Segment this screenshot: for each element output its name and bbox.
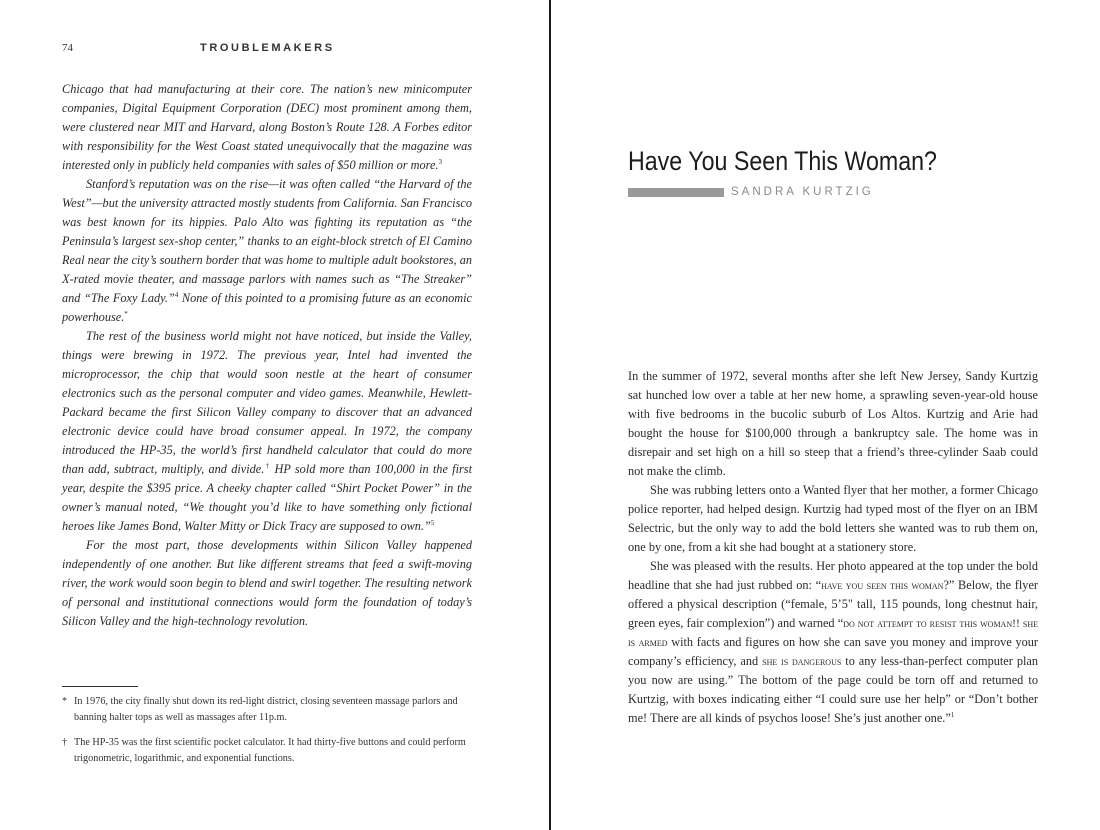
- footnote: [62, 735, 472, 767]
- footnote-marker[interactable]: *: [124, 309, 128, 318]
- right-body-text: [628, 367, 1038, 728]
- endnote-marker[interactable]: 4: [174, 290, 179, 299]
- left-body-text: [62, 80, 472, 631]
- endnote-marker[interactable]: 1: [950, 710, 955, 719]
- page-number: 74: [62, 42, 73, 54]
- chapter-title: Have You Seen This Woman?: [628, 146, 937, 176]
- paragraph-text: with facts and figures on how she can save you money and improve your company’s efficiency, and: [628, 635, 1039, 668]
- footnotes: [62, 694, 472, 776]
- endnote-marker[interactable]: 5: [430, 518, 435, 527]
- paragraph-text: Stanford’s reputation was on the rise—it was often called “the Harvard of the West”—but the university attracted mostly students from California. San Francisco was best known for its hippies. Palo Alto was fighting its reputation as “the Peninsula’s largest sex-shop center,” thanks to an eight-block stretch of El Camino Real near the city’s southern border that was home to multiple adult bookstores, an X-rated movie theater, and massage parlors with names such as “The Streaker” and “The Foxy Lady.”: [62, 177, 472, 305]
- footnote-symbol: *: [62, 696, 68, 707]
- paragraph-text: HP sold more than 100,000 in the first year, despite the $395 price. A cheeky chapter called “Shirt Pocket Power” in the owner’s manual noted, “We thought you’d like to have something only fictional heroes like James Bond, Walter Mitty or Dick Tracy are supposed to own.”: [62, 462, 472, 533]
- paragraph: [62, 536, 472, 631]
- paragraph-text: ?” Below, the flyer offered a physical description (“female, 5’5" tall, 115 pounds, long chestnut hair, green eyes, fair complexion”) and warned “: [628, 578, 1038, 630]
- paragraph-text: She was pleased with the results. Her photo appeared at the top under the bold headline that she had just rubbed on: “: [628, 559, 1038, 592]
- paragraph-text: to any less-than-perfect computer plan you now are using.” The bottom of the page could be torn off and returned to Kurtzig, with boxes indicating either “I could sure use her help” or “Don’t bother me! There are all kinds of psychos loose! She’s just another one.”: [628, 654, 1038, 725]
- footnote-text: In 1976, the city finally shut down its red-light district, closing seventeen massage parlors and banning halter tops as well as massages after 11p.m.: [74, 696, 458, 723]
- footnote-text: The HP-35 was the first scientific pocket calculator. It had thirty-five buttons and could perform trigonometric, logarithmic, and exponential functions.: [74, 737, 466, 764]
- paragraph: [62, 80, 472, 175]
- subtitle-bar: [628, 188, 724, 197]
- paragraph-text: For the most part, those developments within Silicon Valley happened independently of one another. But like different streams that feed a swift-moving river, the work would soon begin to blend and swirl together. The resulting network of personal and institutional connections would form the foundation of today’s Silicon Valley and the high-technology revolution.: [62, 538, 472, 628]
- small-caps-text: have you seen this woman: [821, 579, 944, 592]
- paragraph: She was rubbing letters onto a Wanted flyer that her mother, a former Chicago police reporter, had helped design. Kurtzig had typed most of the flyer on an IBM Selectric, but the only way to add the bold letters she wanted was to rub them on, one by one, from a kit she had bought at a stationery store.: [628, 483, 1038, 554]
- paragraph-text: None of this pointed to a promising future as an economic powerhouse.: [62, 291, 473, 324]
- chapter-subtitle: SANDRA KURTZIG: [731, 186, 874, 198]
- small-caps-text: she is dangerous: [762, 655, 842, 668]
- small-caps-text: do not attempt to resist this woman!! she is armed: [628, 617, 1038, 649]
- paragraph-text: Chicago that had manufacturing at their core. The nation’s new minicomputer companies, Digital Equipment Corporation (DEC) most prominent among them, were clustered near MIT and Harvard, along Boston’s Route 128. A Forbes editor with responsibility for the West Coast stated unequivocally that the magazine was interested only in publicly held companies with sales of $50 million or more.: [62, 82, 472, 172]
- footnote-symbol: †: [62, 737, 68, 748]
- endnote-marker[interactable]: 3: [438, 157, 442, 166]
- paragraph-text: The rest of the business world might not have noticed, but inside the Valley, things were brewing in 1972. The previous year, Intel had invented the microprocessor, the chip that would soon nestle at the heart of consumer electronics such as the personal computer and video games. Meanwhile, Hewlett-Packard became the first Silicon Valley company to discover that an advanced electronic device could have broad consumer appeal. In 1972, the company introduced the HP-35, the world’s first handheld calculator that could do more than add, subtract, multiply, and divide.: [62, 329, 472, 476]
- right-page: [551, 0, 1100, 830]
- paragraph: [62, 175, 472, 327]
- footnote: [62, 694, 472, 726]
- running-head-title: TROUBLEMAKERS: [200, 42, 335, 54]
- paragraph: [62, 327, 472, 536]
- running-head: [62, 42, 472, 58]
- paragraph: In the summer of 1972, several months after she left New Jersey, Sandy Kurtzig sat hunched low over a table at her new home, a sprawling seven-year-old house with five bedrooms in the bucolic suburb of Los Altos. Kurtzig and Arie had bought the house for $100,000 through a bankruptcy sale. The home was in disrepair and set high on a hill so steep that a friend’s three-cylinder Saab could not make the climb.: [628, 369, 1038, 478]
- left-page: [0, 0, 549, 830]
- paragraph: [628, 557, 1038, 728]
- footnote-rule: [62, 686, 138, 687]
- footnote-marker[interactable]: †: [264, 461, 271, 470]
